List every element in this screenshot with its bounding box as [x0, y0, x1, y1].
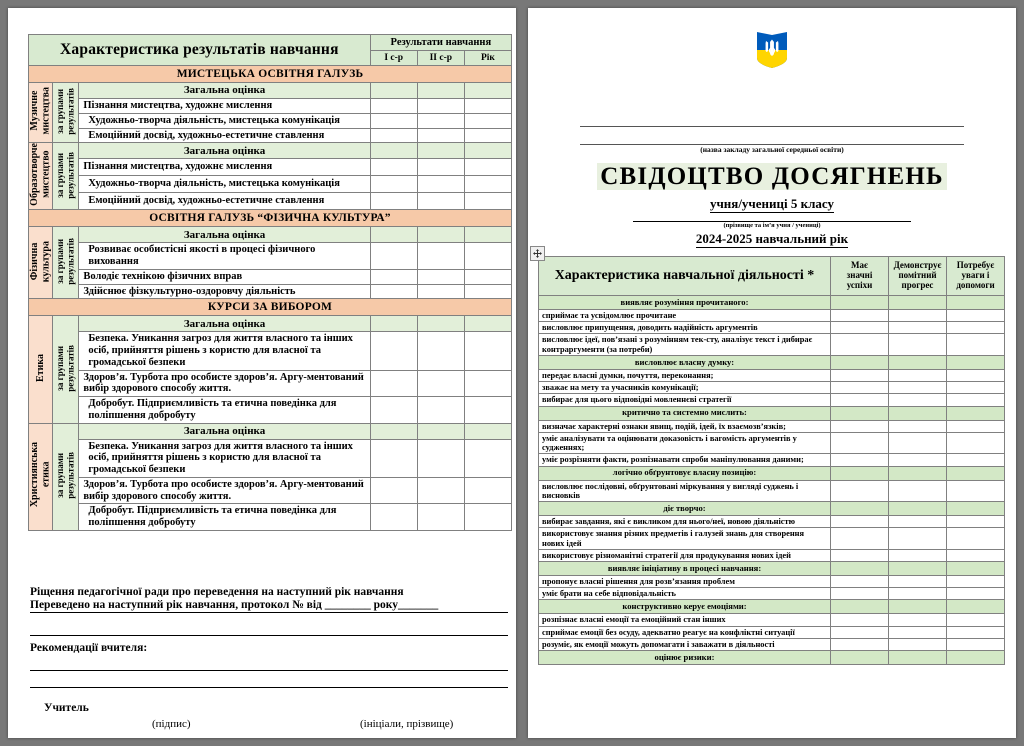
groups-label: за групами результатів	[53, 227, 79, 299]
recommendations-label: Рекомендації вчителя:	[30, 642, 148, 654]
section-banner: ОСВІТНЯ ГАЛУЗЬ “ФІЗИЧНА КУЛЬТУРА”	[29, 210, 512, 227]
rating-cell[interactable]	[947, 588, 1005, 600]
table-row	[539, 588, 1005, 600]
rating-cell[interactable]	[889, 549, 947, 561]
rating-cell[interactable]	[831, 549, 889, 561]
section-banner: МИСТЕЦЬКА ОСВІТНЯ ГАЛУЗЬ	[29, 66, 512, 83]
table-row	[539, 614, 1005, 626]
groups-label: за групами результатів	[53, 143, 79, 210]
rating-cell[interactable]	[889, 466, 947, 480]
result-column-1: II с-р	[417, 51, 464, 66]
result-column-2: Рік	[464, 51, 511, 66]
group-heading: критично та системно мислить:	[539, 406, 831, 420]
mark-cell[interactable]	[464, 284, 511, 299]
mark-cell[interactable]	[464, 83, 511, 99]
rating-cell[interactable]	[831, 432, 889, 453]
rating-cell[interactable]	[947, 310, 1005, 322]
rating-cell[interactable]	[831, 355, 889, 369]
table-row	[539, 310, 1005, 322]
rating-cell[interactable]	[889, 334, 947, 355]
rating-cell[interactable]	[947, 549, 1005, 561]
overall-grade-label: Загальна оцінка	[79, 143, 370, 159]
rating-cell[interactable]	[831, 310, 889, 322]
rating-cell[interactable]	[947, 382, 1005, 394]
mark-cell[interactable]	[464, 243, 511, 270]
activity-item: уміє брати на себе відповідальність	[539, 588, 831, 600]
mark-cell[interactable]	[370, 227, 417, 243]
rating-cell[interactable]	[831, 626, 889, 638]
criterion-label: Пізнання мистецтва, художнє мислення	[79, 99, 370, 114]
certificate-title: СВІДОЦТВО ДОСЯГНЕНЬ	[528, 163, 1016, 191]
mark-cell[interactable]	[417, 332, 464, 370]
group-heading: оцінює ризики:	[539, 651, 831, 665]
criterion-label: Здоров’я. Турбота про особисте здоров’я. Аргу-ментований вибір здорового способу життя.	[79, 477, 370, 504]
activity-item: уміє розрізняти факти, розпізнавати спроби маніпулювання даними;	[539, 454, 831, 466]
left-table-title: Характеристика результатів навчання	[29, 35, 371, 66]
learning-results-table	[28, 34, 512, 531]
mark-cell[interactable]	[370, 316, 417, 332]
groups-label: за групами результатів	[53, 423, 79, 530]
teacher-signature-row	[30, 702, 508, 736]
mark-cell[interactable]	[370, 269, 417, 284]
mark-cell[interactable]	[370, 397, 417, 424]
mark-cell[interactable]	[370, 370, 417, 397]
group-heading: висловлює власну думку:	[539, 355, 831, 369]
activity-item: розпізнає власні емоції та емоційний стан інших	[539, 614, 831, 626]
name-caption: (ініціали, прізвище)	[360, 718, 454, 730]
mark-cell[interactable]	[464, 269, 511, 284]
mark-cell[interactable]	[370, 439, 417, 477]
rating-cell[interactable]	[889, 355, 947, 369]
activity-item: сприймає емоції без осуду, адекватно реагує на конфліктні ситуації	[539, 626, 831, 638]
mark-cell[interactable]	[464, 193, 511, 210]
school-year: 2024-2025 навчальний рік	[695, 231, 849, 246]
activity-item: уміє аналізувати та оцінювати доказовість і вагомість аргументів у судженнях;	[539, 432, 831, 453]
rating-cell[interactable]	[889, 432, 947, 453]
mark-cell[interactable]	[464, 477, 511, 504]
rating-cell[interactable]	[831, 466, 889, 480]
mark-cell[interactable]	[370, 113, 417, 128]
rating-cell[interactable]	[947, 528, 1005, 549]
table-row	[539, 406, 1005, 420]
results-header: Результати навчання	[370, 35, 511, 51]
mark-cell[interactable]	[417, 227, 464, 243]
overall-grade-label: Загальна оцінка	[79, 227, 370, 243]
rating-cell[interactable]	[947, 334, 1005, 355]
activity-item: використовує різноманітні стратегії для продукування нових ідей	[539, 549, 831, 561]
table-move-handle[interactable]	[530, 246, 545, 261]
mark-cell[interactable]	[417, 504, 464, 531]
activity-item: передає власні думки, почуття, переконання;	[539, 369, 831, 381]
overall-grade-label: Загальна оцінка	[79, 316, 370, 332]
activity-item: визначає характерні ознаки явищ, подій, ідей, їх взаємозв’язків;	[539, 420, 831, 432]
mark-cell[interactable]	[464, 316, 511, 332]
rating-cell[interactable]	[889, 369, 947, 381]
activity-item: пропонує власні рішення для розв’язання проблем	[539, 575, 831, 587]
rating-cell[interactable]	[889, 561, 947, 575]
rating-cell[interactable]	[889, 382, 947, 394]
certificate-subtitle: учня/учениці 5 класу	[709, 196, 835, 211]
table-row	[539, 651, 1005, 665]
mark-cell[interactable]	[464, 397, 511, 424]
rating-cell[interactable]	[831, 588, 889, 600]
mark-cell[interactable]	[464, 332, 511, 370]
table-row	[539, 466, 1005, 480]
rating-cell[interactable]	[947, 466, 1005, 480]
mark-cell[interactable]	[370, 243, 417, 270]
group-heading: конструктивно керує емоціями:	[539, 600, 831, 614]
rating-cell[interactable]	[889, 394, 947, 406]
rating-cell[interactable]	[947, 561, 1005, 575]
ukraine-coat-of-arms-icon	[755, 30, 789, 70]
mark-cell[interactable]	[370, 128, 417, 143]
criterion-label: Емоційний досвід, художньо-естетичне ставлення	[79, 128, 370, 143]
recommendations-rule-1[interactable]	[30, 654, 508, 671]
mark-cell[interactable]	[417, 316, 464, 332]
activity-item: зважає на мету та учасників комунікації;	[539, 382, 831, 394]
groups-label: за групами результатів	[53, 83, 79, 143]
rating-cell[interactable]	[831, 334, 889, 355]
mark-cell[interactable]	[370, 477, 417, 504]
rating-cell[interactable]	[947, 651, 1005, 665]
school-name-caption: (назва закладу загальної середньої освіти)	[700, 145, 844, 154]
rating-cell[interactable]	[889, 420, 947, 432]
criterion-label: Добробут. Підприємливість та етична поведінка для поліпшення добробуту	[79, 397, 370, 424]
mark-cell[interactable]	[370, 159, 417, 176]
rating-cell[interactable]	[947, 296, 1005, 310]
mark-cell[interactable]	[417, 99, 464, 114]
table-row	[539, 516, 1005, 528]
activity-item: висловлює ідеї, пов’язані з розумінням тек-сту, аналізує текст і дибирає контраргументи (за потреби)	[539, 334, 831, 355]
mark-cell[interactable]	[464, 143, 511, 159]
rating-cell[interactable]	[889, 588, 947, 600]
rating-cell[interactable]	[831, 369, 889, 381]
mark-cell[interactable]	[370, 143, 417, 159]
mark-cell[interactable]	[464, 370, 511, 397]
mark-cell[interactable]	[417, 83, 464, 99]
mark-cell[interactable]	[417, 243, 464, 270]
mark-cell[interactable]	[464, 504, 511, 531]
rating-cell[interactable]	[889, 626, 947, 638]
group-heading: діє творчо:	[539, 502, 831, 516]
rating-cell[interactable]	[831, 322, 889, 334]
table-row	[539, 480, 1005, 501]
right-table-title: Характеристика навчальної діяльності *	[539, 257, 831, 296]
rating-cell[interactable]	[831, 638, 889, 650]
mark-cell[interactable]	[464, 423, 511, 439]
mark-cell[interactable]	[370, 193, 417, 210]
criterion-label: Емоційний досвід, художньо-естетичне ставлення	[79, 193, 370, 210]
table-row	[539, 394, 1005, 406]
rating-cell[interactable]	[947, 394, 1005, 406]
groups-label: за групами результатів	[53, 316, 79, 423]
rating-cell[interactable]	[831, 394, 889, 406]
rating-cell[interactable]	[889, 454, 947, 466]
rating-column-2: Потребує уваги і допомоги	[947, 257, 1005, 296]
recommendations-rule-2[interactable]	[30, 671, 508, 688]
section-banner: КУРСИ ЗА ВИБОРОМ	[29, 299, 512, 316]
table-row	[539, 334, 1005, 355]
rating-column-0: Має значні успіхи	[831, 257, 889, 296]
rating-cell[interactable]	[947, 638, 1005, 650]
student-name-caption: (прізвище та ім’я учня / учениці)	[723, 222, 821, 229]
rating-cell[interactable]	[831, 296, 889, 310]
mark-cell[interactable]	[370, 83, 417, 99]
table-row	[539, 432, 1005, 453]
table-row	[539, 561, 1005, 575]
criterion-label: Здоров’я. Турбота про особисте здоров’я. Аргу-ментований вибір здорового способу життя.	[79, 370, 370, 397]
rating-cell[interactable]	[831, 382, 889, 394]
activity-item: вибирає для цього відповідні мовленнєві стратегії	[539, 394, 831, 406]
mark-cell[interactable]	[464, 128, 511, 143]
table-row	[539, 502, 1005, 516]
rating-cell[interactable]	[831, 420, 889, 432]
rating-cell[interactable]	[889, 638, 947, 650]
mark-cell[interactable]	[464, 159, 511, 176]
rating-cell[interactable]	[947, 355, 1005, 369]
table-row	[539, 369, 1005, 381]
rating-cell[interactable]	[831, 651, 889, 665]
mark-cell[interactable]	[417, 423, 464, 439]
rating-cell[interactable]	[947, 600, 1005, 614]
mark-cell[interactable]	[417, 159, 464, 176]
rating-cell[interactable]	[889, 296, 947, 310]
subject-name: Фізична культура	[29, 227, 53, 299]
rating-cell[interactable]	[947, 369, 1005, 381]
pedagogical-decision-form	[30, 586, 508, 736]
criterion-label: Добробут. Підприємливість та етична поведінка для поліпшення добробуту	[79, 504, 370, 531]
rating-cell[interactable]	[947, 432, 1005, 453]
rating-cell[interactable]	[889, 480, 947, 501]
mark-cell[interactable]	[417, 176, 464, 193]
mark-cell[interactable]	[370, 284, 417, 299]
rating-column-1: Демонструє помітний прогрес	[889, 257, 947, 296]
rating-cell[interactable]	[947, 502, 1005, 516]
result-column-0: I с-р	[370, 51, 417, 66]
rating-cell[interactable]	[831, 480, 889, 501]
rating-cell[interactable]	[889, 575, 947, 587]
mark-cell[interactable]	[370, 504, 417, 531]
table-row	[539, 296, 1005, 310]
rating-cell[interactable]	[947, 575, 1005, 587]
rating-cell[interactable]	[831, 454, 889, 466]
group-heading: логічно обґрунтовує власну позицію:	[539, 466, 831, 480]
mark-cell[interactable]	[417, 370, 464, 397]
criterion-label: Розвиває особистісні якості в процесі фізичного виховання	[79, 243, 370, 270]
activity-item: висловлює припущення, доводить надійність аргументів	[539, 322, 831, 334]
mark-cell[interactable]	[417, 269, 464, 284]
rating-cell[interactable]	[947, 322, 1005, 334]
mark-cell[interactable]	[370, 423, 417, 439]
mark-cell[interactable]	[464, 176, 511, 193]
criterion-label: Безпека. Уникання загроз для життя власного та інших осіб, прийняття рішень з користю для власної та громадської безпеки	[79, 439, 370, 477]
rating-cell[interactable]	[947, 480, 1005, 501]
mark-cell[interactable]	[417, 284, 464, 299]
mark-cell[interactable]	[370, 332, 417, 370]
page-right	[528, 8, 1016, 738]
rating-cell[interactable]	[831, 575, 889, 587]
table-row	[539, 382, 1005, 394]
criterion-label: Художньо-творча діяльність, мистецька комунікація	[79, 113, 370, 128]
subject-name: Образотворче мистецтво	[29, 143, 53, 210]
rating-cell[interactable]	[889, 516, 947, 528]
criterion-label: Пізнання мистецтва, художнє мислення	[79, 159, 370, 176]
rating-cell[interactable]	[889, 406, 947, 420]
activity-item: вибирає завдання, які є викликом для нього/неї, новою діяльністю	[539, 516, 831, 528]
mark-cell[interactable]	[464, 113, 511, 128]
rating-cell[interactable]	[947, 420, 1005, 432]
group-heading: виявляє ініціативу в процесі навчання:	[539, 561, 831, 575]
table-row	[539, 528, 1005, 549]
rating-cell[interactable]	[889, 502, 947, 516]
mark-cell[interactable]	[370, 99, 417, 114]
subject-name: Етика	[29, 316, 53, 423]
table-row	[539, 454, 1005, 466]
table-row	[539, 575, 1005, 587]
rating-cell[interactable]	[889, 651, 947, 665]
rating-cell[interactable]	[831, 614, 889, 626]
table-row	[539, 420, 1005, 432]
table-row	[539, 322, 1005, 334]
rating-cell[interactable]	[889, 322, 947, 334]
teacher-label: Учитель	[44, 702, 89, 714]
learning-activity-table	[538, 256, 1005, 665]
mark-cell[interactable]	[417, 477, 464, 504]
rating-cell[interactable]	[831, 406, 889, 420]
mark-cell[interactable]	[464, 227, 511, 243]
rating-cell[interactable]	[831, 516, 889, 528]
criterion-label: Художньо-творча діяльність, мистецька комунікація	[79, 176, 370, 193]
rating-cell[interactable]	[947, 516, 1005, 528]
rating-cell[interactable]	[889, 528, 947, 549]
decision-blank-rule[interactable]	[30, 613, 508, 636]
decision-line[interactable]: Переведено на наступний рік навчання, протокол № від ________ року_______	[30, 599, 508, 613]
criterion-label: Володіє технікою фізичних вправ	[79, 269, 370, 284]
rating-cell[interactable]	[889, 600, 947, 614]
table-row	[539, 638, 1005, 650]
move-arrows-icon	[533, 249, 542, 258]
subject-name: Музичне мистецтва	[29, 83, 53, 143]
table-row	[539, 600, 1005, 614]
table-row	[539, 549, 1005, 561]
mark-cell[interactable]	[417, 397, 464, 424]
mark-cell[interactable]	[417, 128, 464, 143]
rating-cell[interactable]	[889, 614, 947, 626]
criterion-label: Здійснює фізкультурно-оздоровчу діяльність	[79, 284, 370, 299]
school-name-rule-top[interactable]	[580, 126, 964, 127]
subject-name: Християнська етика	[29, 423, 53, 530]
mark-cell[interactable]	[417, 113, 464, 128]
mark-cell[interactable]	[370, 176, 417, 193]
mark-cell[interactable]	[464, 99, 511, 114]
overall-grade-label: Загальна оцінка	[79, 83, 370, 99]
decision-heading: Ріщення педагогічної ради про переведення на наступний рік навчання	[30, 586, 404, 598]
rating-cell[interactable]	[831, 600, 889, 614]
mark-cell[interactable]	[417, 439, 464, 477]
table-row	[539, 626, 1005, 638]
activity-item: сприймає та усвідомлює прочитане	[539, 310, 831, 322]
table-row	[539, 355, 1005, 369]
rating-cell[interactable]	[947, 406, 1005, 420]
mark-cell[interactable]	[417, 143, 464, 159]
rating-cell[interactable]	[889, 310, 947, 322]
activity-item: висловлює послідовні, обґрунтовані міркування у вигляді суджень і висновків	[539, 480, 831, 501]
group-heading: виявляє розуміння прочитаного:	[539, 296, 831, 310]
rating-cell[interactable]	[831, 502, 889, 516]
rating-cell[interactable]	[831, 528, 889, 549]
mark-cell[interactable]	[417, 193, 464, 210]
activity-item: використовує знання різних предметів і галузей знань для створення нових ідей	[539, 528, 831, 549]
page-left	[8, 8, 516, 738]
rating-cell[interactable]	[947, 614, 1005, 626]
rating-cell[interactable]	[947, 626, 1005, 638]
signature-caption: (підпис)	[152, 718, 191, 730]
criterion-label: Безпека. Уникання загроз для життя власного та інших осіб, прийняття рішень з користю для власної та громадської безпеки	[79, 332, 370, 370]
rating-cell[interactable]	[831, 561, 889, 575]
activity-item: розуміє, як емоції можуть допомагати і заважати в діяльності	[539, 638, 831, 650]
overall-grade-label: Загальна оцінка	[79, 423, 370, 439]
mark-cell[interactable]	[464, 439, 511, 477]
rating-cell[interactable]	[947, 454, 1005, 466]
